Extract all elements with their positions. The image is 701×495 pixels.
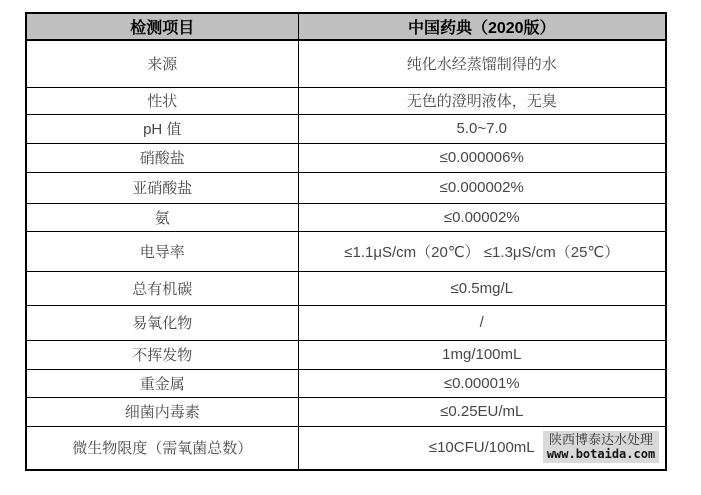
test-item-cell: pH 值 bbox=[26, 114, 298, 143]
test-item-cell: 细菌内毒素 bbox=[26, 397, 298, 426]
table-row bbox=[26, 172, 666, 203]
table-row bbox=[26, 87, 666, 114]
watermark-company-name: 陕西博泰达水处理 bbox=[548, 431, 653, 447]
standard-value-cell: ≤0.25EU/mL bbox=[298, 397, 666, 426]
test-item-cell: 电导率 bbox=[26, 231, 298, 271]
standard-value-cell: 无色的澄明液体，无臭 bbox=[298, 87, 666, 114]
watermark-badge bbox=[543, 431, 659, 463]
standard-value-cell: ≤0.00002% bbox=[298, 203, 666, 231]
table-row bbox=[26, 340, 666, 369]
standard-value-cell: ≤1.1μS/cm（20℃） ≤1.3μS/cm（25℃） bbox=[298, 231, 666, 271]
test-item-cell: 总有机碳 bbox=[26, 271, 298, 305]
test-item-cell: 硝酸盐 bbox=[26, 143, 298, 172]
test-item-cell: 微生物限度（需氧菌总数） bbox=[26, 426, 298, 470]
watermark-url: www.botaida.com bbox=[546, 446, 656, 461]
test-item-cell: 性状 bbox=[26, 87, 298, 114]
standard-value-cell: ≤0.5mg/L bbox=[298, 271, 666, 305]
standard-value-cell: 纯化水经蒸馏制得的水 bbox=[298, 40, 666, 87]
test-item-cell: 重金属 bbox=[26, 369, 298, 397]
standard-value-cell: 5.0~7.0 bbox=[298, 114, 666, 143]
table-row bbox=[26, 305, 666, 340]
standard-value-cell: ≤10CFU/100mL bbox=[298, 426, 666, 470]
test-item-cell: 易氧化物 bbox=[26, 305, 298, 340]
column-header-test-item: 检测项目 bbox=[26, 13, 298, 40]
standard-value-cell: ≤0.00001% bbox=[298, 369, 666, 397]
header-row bbox=[26, 13, 666, 40]
table-row bbox=[26, 203, 666, 231]
table-row bbox=[26, 143, 666, 172]
test-item-cell: 亚硝酸盐 bbox=[26, 172, 298, 203]
standard-value-cell: ≤0.000002% bbox=[298, 172, 666, 203]
standard-value-cell: 1mg/100mL bbox=[298, 340, 666, 369]
table-row bbox=[26, 397, 666, 426]
test-item-cell: 氨 bbox=[26, 203, 298, 231]
table-row bbox=[26, 231, 666, 271]
spec-table bbox=[25, 12, 667, 471]
table-row bbox=[26, 369, 666, 397]
table-row bbox=[26, 114, 666, 143]
test-item-cell: 不挥发物 bbox=[26, 340, 298, 369]
standard-value-cell: ≤0.000006% bbox=[298, 143, 666, 172]
column-header-pharmacopoeia-standard: 中国药典（2020版） bbox=[298, 13, 666, 40]
standard-value-cell: / bbox=[298, 305, 666, 340]
table-row bbox=[26, 40, 666, 87]
test-item-cell: 来源 bbox=[26, 40, 298, 87]
table-row bbox=[26, 271, 666, 305]
